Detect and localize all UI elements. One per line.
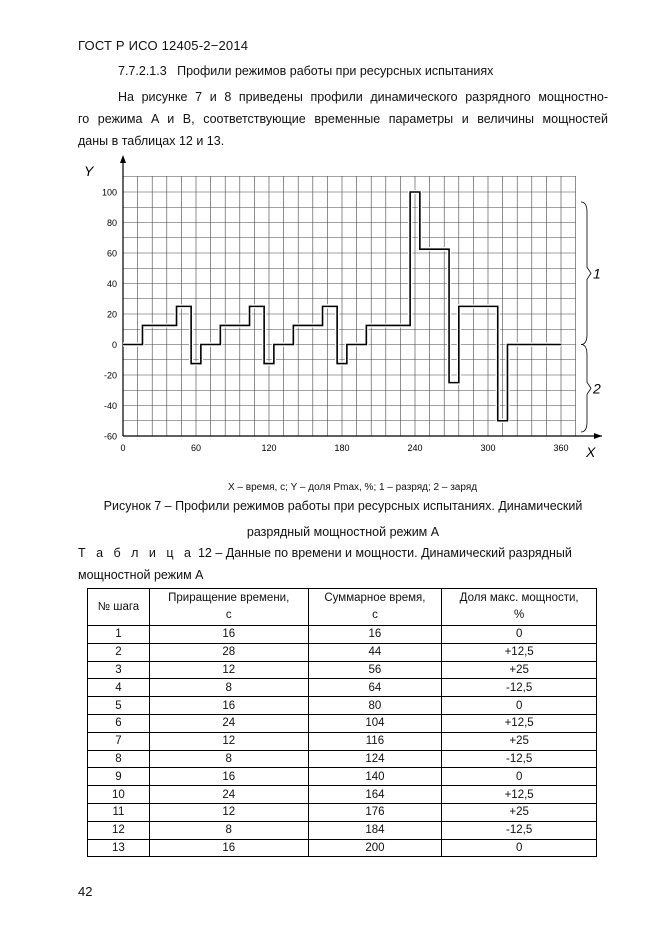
table-cell: 12 [88, 821, 150, 839]
table-cell: 11 [88, 803, 150, 821]
table-cell: 9 [88, 768, 150, 786]
table-cell: 80 [308, 697, 442, 715]
table-cell: 200 [308, 839, 442, 857]
header-step-number: № шага [88, 589, 150, 626]
section-title: Профили режимов работы при ресурсных испытаниях [177, 64, 494, 78]
x-tick-label: 240 [407, 443, 423, 453]
table-cell: 8 [88, 750, 150, 768]
x-tick-label: 300 [480, 443, 496, 453]
header-total-time: Суммарное время, с [308, 589, 442, 626]
document-header: ГОСТ Р ИСО 12405-2−2014 [78, 38, 249, 53]
x-tick-label: 0 [120, 443, 126, 453]
table-caption-prefix: Т а б л и ц а [78, 546, 195, 560]
table-cell: 1 [88, 626, 150, 644]
table-cell: 164 [308, 786, 442, 804]
y-axis-arrow [120, 155, 126, 163]
table-cell: 12 [149, 803, 308, 821]
table-row [88, 714, 597, 732]
table-cell: 7 [88, 732, 150, 750]
table-cell: 0 [442, 626, 597, 644]
chart-axes [84, 155, 602, 460]
table-cell: +25 [442, 661, 597, 679]
table-cell: -12,5 [442, 821, 597, 839]
annotation-charge-label: 2 [593, 380, 601, 397]
table-cell: 116 [308, 732, 442, 750]
y-tick-label: 40 [106, 279, 117, 289]
x-tick-label: 180 [334, 443, 350, 453]
figure-legend: X – время, с; Y – доля Pmax, %; 1 – разряд; 2 – заряд [228, 482, 478, 493]
charge-brace [581, 345, 591, 433]
x-tick-label: 60 [190, 443, 202, 453]
table-row [88, 821, 597, 839]
table-cell: 8 [149, 821, 308, 839]
table-cell: 176 [308, 803, 442, 821]
discharge-brace [581, 202, 591, 345]
table-cell: 8 [149, 679, 308, 697]
table-caption [78, 542, 608, 586]
table-cell: 0 [442, 839, 597, 857]
table-cell: 16 [149, 697, 308, 715]
table-row [88, 643, 597, 661]
table-row [88, 732, 597, 750]
table-row [88, 839, 597, 857]
table-cell: +12,5 [442, 643, 597, 661]
y-tick-label: -40 [103, 401, 117, 411]
y-tick-label: 80 [106, 218, 117, 228]
table-cell: 64 [308, 679, 442, 697]
table-cell: 0 [442, 768, 597, 786]
annotation-discharge-label: 1 [593, 265, 601, 282]
table-caption-line2: мощностной режим A [78, 568, 204, 582]
section-number: 7.7.2.1.3 [118, 64, 167, 78]
table-cell: 28 [149, 643, 308, 661]
power-profile-chart [60, 155, 620, 485]
table-cell: 16 [149, 768, 308, 786]
table-cell: 44 [308, 643, 442, 661]
table-cell: 124 [308, 750, 442, 768]
table-cell: 16 [149, 626, 308, 644]
section-heading [118, 64, 493, 78]
table-cell: 3 [88, 661, 150, 679]
paragraph-line: На рисунке 7 и 8 приведены профили динамического разрядного мощностно- [118, 90, 608, 104]
table-cell: -12,5 [442, 679, 597, 697]
table-row [88, 803, 597, 821]
table-cell: 10 [88, 786, 150, 804]
y-tick-label: -20 [103, 370, 117, 381]
table-header-row [88, 589, 597, 626]
y-axis-label: Y [84, 163, 94, 179]
table-row [88, 768, 597, 786]
chart-annotations [581, 202, 601, 432]
table-cell: +25 [442, 732, 597, 750]
table-cell: +12,5 [442, 786, 597, 804]
table-cell: 4 [88, 679, 150, 697]
table-row [88, 750, 597, 768]
x-tick-label: 360 [553, 443, 569, 453]
table-cell: 24 [149, 714, 308, 732]
table-row [88, 679, 597, 697]
x-axis-arrow [594, 433, 602, 439]
table-cell: +12,5 [442, 714, 597, 732]
header-power-share: Доля макс. мощности, % [442, 589, 597, 626]
paragraph-line: го режима A и B, соответствующие временные параметры и величины мощностей [78, 112, 608, 126]
table-cell: 56 [308, 661, 442, 679]
paragraph-line: даны в таблицах 12 и 13. [78, 134, 225, 148]
y-tick-label: 100 [101, 187, 117, 198]
y-tick-label: 60 [106, 248, 117, 259]
table-cell: 5 [88, 697, 150, 715]
table-caption-text: 12 – Данные по времени и мощности. Динамический разрядный [194, 546, 572, 560]
table-cell: 24 [149, 786, 308, 804]
table-row [88, 661, 597, 679]
table-row [88, 626, 597, 644]
table-cell: 12 [149, 732, 308, 750]
figure-caption [78, 493, 608, 545]
data-table [87, 588, 597, 857]
table-cell: -12,5 [442, 750, 597, 768]
table-row [88, 786, 597, 804]
intro-paragraph [78, 86, 608, 152]
table-cell: 6 [88, 714, 150, 732]
table-cell: 16 [308, 626, 442, 644]
figure-caption-line: разрядный мощностной режим A [246, 525, 440, 539]
table-cell: 184 [308, 821, 442, 839]
page-number: 42 [78, 884, 93, 899]
y-tick-label: 0 [111, 340, 117, 350]
table-cell: 140 [308, 768, 442, 786]
table-row [88, 697, 597, 715]
y-tick-label: 20 [106, 309, 117, 320]
table-cell: 104 [308, 714, 442, 732]
table-cell: 16 [149, 839, 308, 857]
x-tick-label: 120 [261, 443, 277, 453]
x-axis-label: X [586, 444, 596, 460]
table-cell: 8 [149, 750, 308, 768]
table-cell: 0 [442, 697, 597, 715]
table-cell: 13 [88, 839, 150, 857]
figure-caption-line: Рисунок 7 – Профили режимов работы при ресурсных испытаниях. Динамический [103, 499, 583, 513]
table-cell: 12 [149, 661, 308, 679]
y-tick-label: -60 [103, 431, 117, 442]
table-cell: +25 [442, 803, 597, 821]
table-cell: 2 [88, 643, 150, 661]
header-time-increment: Приращение времени, с [149, 589, 308, 626]
